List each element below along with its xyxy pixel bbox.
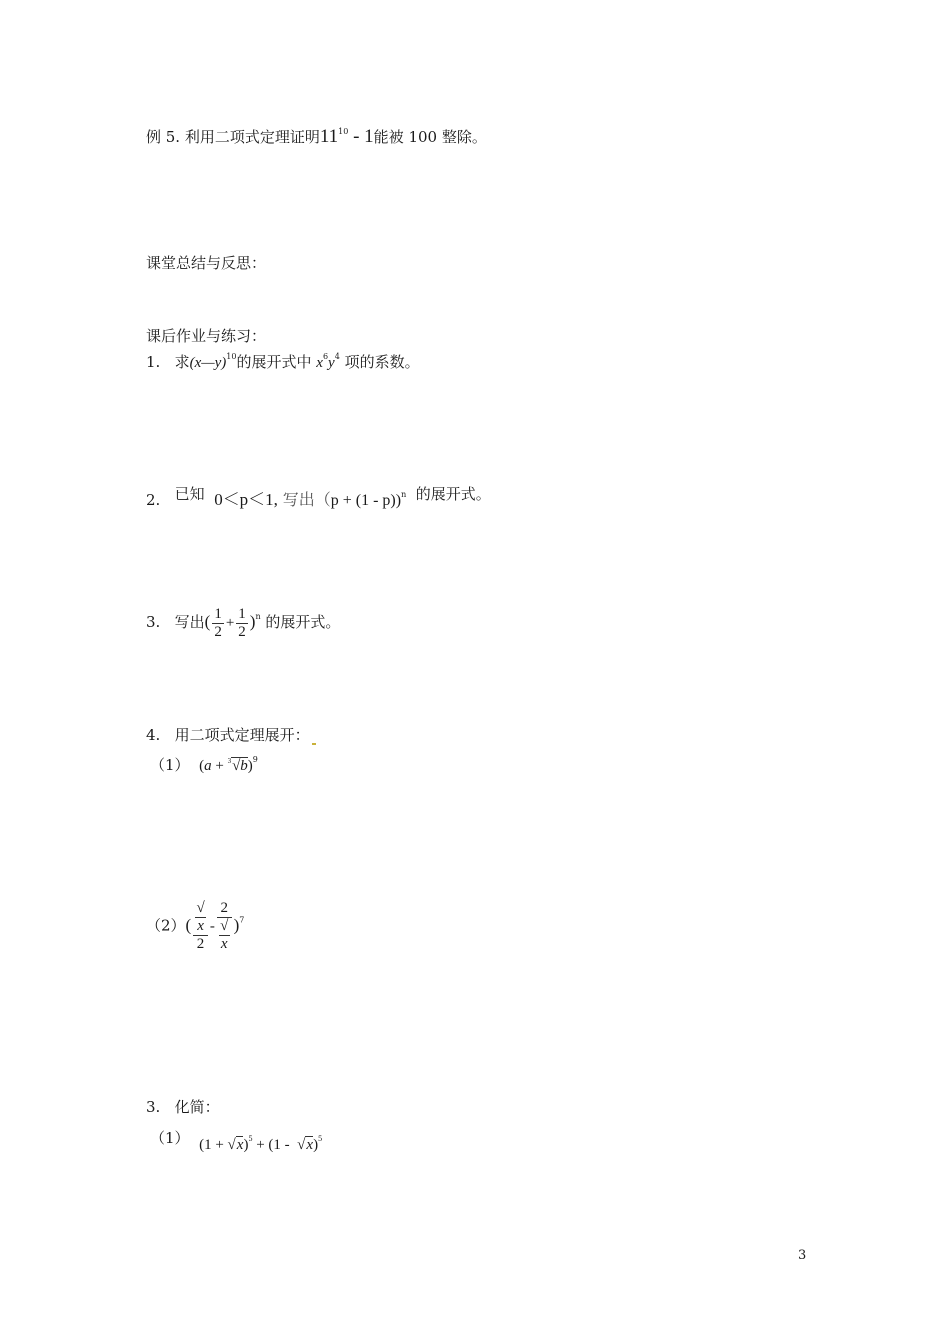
example-5-minus: - 1 <box>348 126 374 147</box>
question-1-term-y: y <box>328 355 335 371</box>
question-3-fraction-1 <box>212 606 224 641</box>
question-3-fraction-2 <box>236 606 248 641</box>
homework-heading: 课后作业与练习： <box>146 327 267 345</box>
question-1 <box>146 352 420 373</box>
question-3-number: 3. <box>146 613 161 631</box>
question-2-text-2: 写出（ <box>282 490 331 509</box>
question-3-fraction-2-denominator: 2 <box>238 623 246 640</box>
question-5-exponent-1: 5 <box>248 1134 253 1143</box>
question-2-text-3: 的展开式。 <box>415 485 491 503</box>
question-5-number: 3. <box>146 1098 161 1116</box>
question-5-sub-1-expression: $(1 + √x)^5 + (1 - √x)^5$ <box>199 1134 323 1153</box>
question-1-text: 求 <box>174 353 190 371</box>
question-4-text: 用二项式定理展开： <box>174 726 310 744</box>
question-3-fraction-1-numerator: 1 <box>214 605 222 622</box>
question-4-sub-2-fraction-2: 2 √ x <box>217 900 232 953</box>
question-1-number: 1. <box>146 353 161 371</box>
question-4 <box>146 725 316 745</box>
question-4-sub-2: （2）( √ x 2 - 2 √ x )$^7$ <box>146 900 245 952</box>
question-1-text-2: 的展开式中 <box>236 353 312 371</box>
question-5-text: 化简： <box>174 1098 220 1116</box>
question-1-term-x: x <box>316 355 323 371</box>
summary-heading: 课堂总结与反思： <box>146 254 267 272</box>
question-4-sub-1 <box>150 752 258 779</box>
page-number: 3 <box>798 1248 807 1263</box>
question-4-sub-1-label: （1） <box>150 756 190 774</box>
question-3-text-2: 的展开式。 <box>265 613 341 631</box>
question-2-exponent: n <box>401 490 407 499</box>
question-5-exponent-2: 5 <box>318 1134 323 1143</box>
question-3-fraction-2-numerator: 1 <box>238 605 246 622</box>
question-2-number: 2. <box>146 491 161 509</box>
question-1-expression: (x—y) <box>189 355 227 371</box>
question-3-fraction-1-denominator: 2 <box>214 623 222 640</box>
question-4-number: 4. <box>146 726 161 744</box>
question-4-sub-2-label: （2） <box>146 916 186 935</box>
example-5-exponent: 10 <box>338 127 349 136</box>
question-4-sub-1-exponent: 9 <box>252 755 258 764</box>
question-3-open-paren: ( <box>204 612 211 631</box>
example-5-suffix: 能被 100 整除。 <box>373 128 487 146</box>
question-4-sub-2-exponent: 7 <box>239 915 245 925</box>
question-2-expression: p + (1 - p)) <box>330 492 402 509</box>
question-1-text-3: 项的系数。 <box>344 353 420 371</box>
question-5-sub-1-label: （1） <box>150 1129 190 1147</box>
question-1-exponent: 10 <box>226 352 237 361</box>
question-3 <box>146 602 340 643</box>
example-5-base: 11 <box>319 126 339 147</box>
question-2 <box>146 480 491 515</box>
question-1-term-y-exp: 4 <box>334 352 340 361</box>
question-4-sub-1-expression: (a + $^3$√b) <box>199 757 253 774</box>
question-2-text: 已知 <box>174 485 205 503</box>
question-3-exponent: n <box>255 612 261 621</box>
question-3-close-paren: ) <box>249 612 256 631</box>
question-2-condition: 0＜p＜1, <box>214 490 278 509</box>
question-5-sub-1 <box>150 1123 322 1160</box>
question-3-text: 写出 <box>174 613 205 631</box>
example-5 <box>146 127 487 147</box>
example-5-prefix: 例 5. 利用二项式定理证明 <box>146 128 320 146</box>
question-1-term-x-exp: 6 <box>322 352 329 361</box>
question-4-sub-2-fraction-1: √ x 2 <box>193 900 208 953</box>
question-5 <box>146 1097 220 1117</box>
question-3-plus: + <box>225 615 235 631</box>
annotation-mark <box>312 743 316 745</box>
